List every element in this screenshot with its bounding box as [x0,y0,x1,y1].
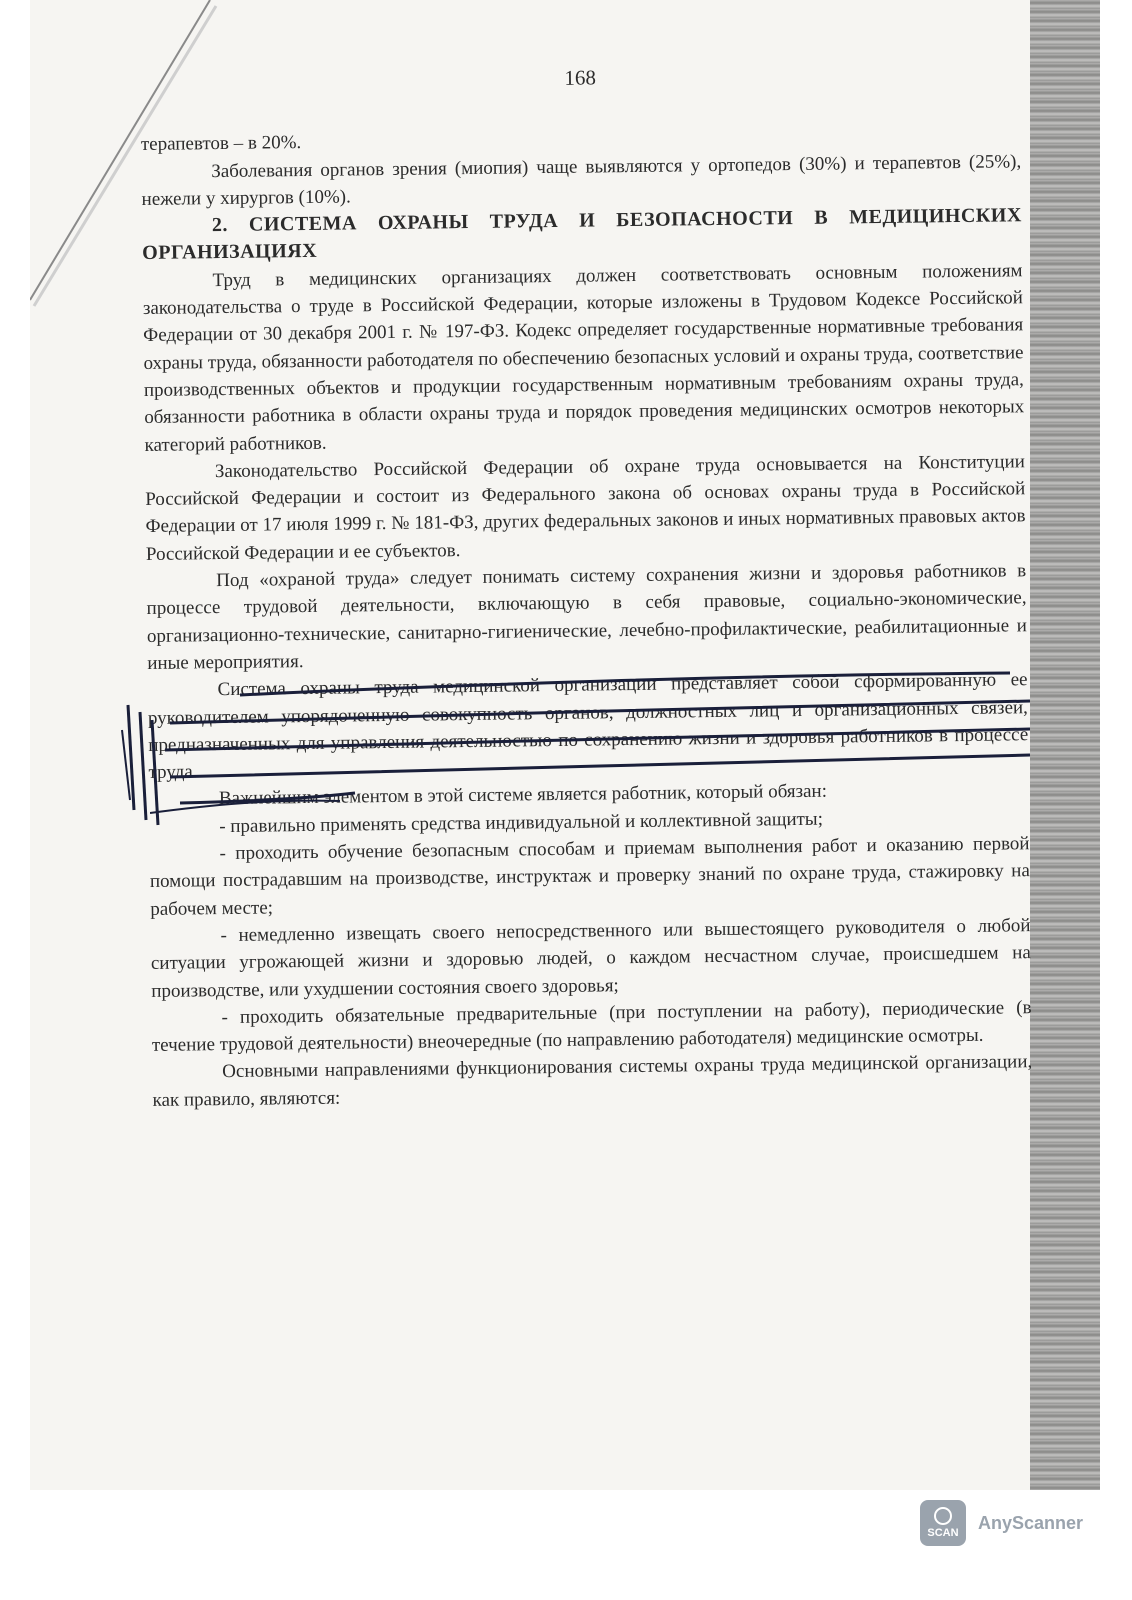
paragraph: - проходить обязательные предварительные (при поступлении на работу), периодические (в течение трудовой деятельности) внеочередные (по направлению работодателя) медицинские осмотры. [151,996,1032,1057]
handwritten-underlines [150,655,1060,855]
page-number: 168 [564,65,597,90]
paragraph-list [141,121,1033,1114]
paragraph: Законодательство Российской Федерации об охране труда основывается на Конституции Российской Федерации и состоит из Федерального закона об основах охраны труда в Российской Федерации от 17 июля 1999 г. № 181-ФЗ, других федеральных законов и иных нормативных правовых актов Российской Федерации и ее субъектов. [145,451,1026,565]
paragraph: - проходить обучение безопасным способам и приемам выполнения работ и оказанию первой помощи пострадавшим на производстве, инструктаж и проверку знаний по охране труда, стажировку на рабочем месте; [149,833,1030,920]
paragraph: - правильно применять средства индивидуальной и коллективной защиты; [219,808,824,837]
paragraph: - немедленно извещать своего непосредственного или вышестоящего руководителя о любой ситуации угрожающей жизни и здоровью людей, о каждом несчастном случае, происшедшем на производстве, или ухудшении состояния своего здоровья; [150,915,1031,1002]
scanner-icon-label: SCAN [927,1527,959,1539]
paragraph: Система охраны труда медицинской организации представляет собой сформированную ее руководителем упорядоченную совокупность органов, должностных лиц и организационных связей, предназначенных для управления деятельностью по сохранению жизни и здоровья работников в процессе труда. [147,669,1029,784]
scanner-brand: AnyScanner [978,1512,1084,1533]
margin-pen-marks [118,700,178,830]
document-body [140,59,1033,1114]
scanner-app-icon [920,1500,966,1546]
paragraph: Труд в медицинских организациях должен соответствовать основным положениям законодательства о труде в Российской Федерации, которые изложены в Трудовом Кодексе Российской Федерации от 30 декабря 2001 г. № 197-ФЗ. Кодекс определяет государственные нормативные требования охраны труда, обязанности работодателя по обеспечению безопасных условий и охраны труда, соответствие производственных объектов и продукции государственным нормативным требованиям охраны труда, обязанности работника в области охраны труда и порядок проведения медицинских осмотров некоторых категорий работников. [142,260,1025,456]
paragraph: Заболевания органов зрения (миопия) чаще выявляются у ортопедов (30%) и терапевтов (25%), нежели у хирургов (10%). [141,150,1022,210]
paragraph: Под «охраной труда» следует понимать систему сохранения жизни и здоровья работников в процессе трудовой деятельности, включающую в себя правовые, социально-экономические, организационно-технические, санитарно-гигиенические, лечебно-профилактические, реабилитационные и иные мероприятия. [146,560,1027,674]
paragraph: Основными направлениями функционирования системы охраны труда медицинской организации, как правило, являются: [152,1051,1033,1111]
scanner-watermark [920,1500,1083,1546]
paragraph: Важнейшим элементом в этой системе является работник, который обязан: [218,781,828,810]
section-heading: 2. СИСТЕМА ОХРАНЫ ТРУДА И БЕЗОПАСНОСТИ В МЕДИЦИНСКИХ ОРГАНИЗАЦИЯХ [142,204,1022,265]
paragraph: терапевтов – в 20%. [140,132,302,156]
